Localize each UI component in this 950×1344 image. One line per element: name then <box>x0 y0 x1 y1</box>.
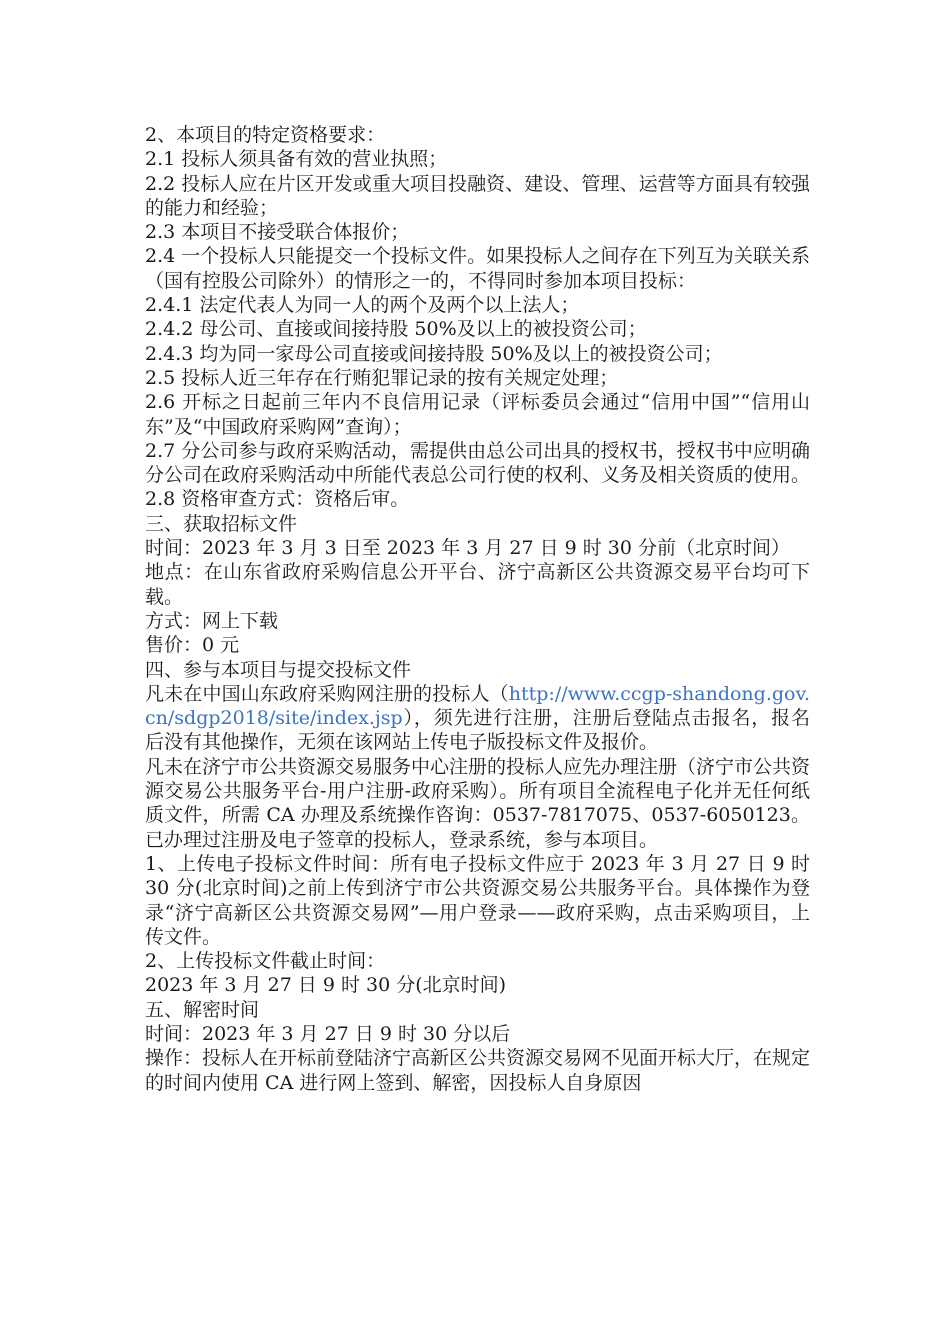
paragraph-2-4: 2.4 一个投标人只能提交一个投标文件。如果投标人之间存在下列互为关联关系 （国有控股公司除外）的情形之一的，不得同时参加本项目投标： <box>145 245 810 292</box>
paragraph-obtain-method: 方式：网上下载 <box>145 609 279 632</box>
paragraph-obtain-location: 地点：在山东省政府采购信息公开平台、济宁高新区公共资源交易平台均可下载。 <box>145 561 810 608</box>
paragraph-register-jining: 凡未在济宁市公共资源交易服务中心注册的投标人应先办理注册（济宁市公共资源交易公共服务平台-用户注册-政府采购）。所有项目全流程电子化并无任何纸质文件，所需 CA 办理及系统操作咨询：0537-7817075、0537-6050123。已办理过注册及电子签章的投标人，登录系统，参与本项目。 <box>145 755 811 851</box>
paragraph-decrypt-operation: 操作：投标人在开标前登陆济宁高新区公共资源交易网不见面开标大厅，在规定的时间内使用 CA 进行网上签到、解密，因投标人自身原因 <box>145 1047 811 1094</box>
paragraph-upload-deadline-label: 2、上传投标文件截止时间： <box>145 950 386 973</box>
paragraph-upload-time: 1、上传电子投标文件时间：所有电子投标文件应于 2023 年 3 月 27 日 9 时 30 分(北京时间)之前上传到济宁市公共资源交易公共服务平台。具体操作为登录“济宁高新区公共资源交易网”—用户登录——政府采购，点击采购项目，上传文件。 <box>145 852 810 948</box>
paragraph-obtain-price: 售价：0 元 <box>145 634 240 657</box>
paragraph-qualification-heading: 2、本项目的特定资格要求： <box>145 124 386 146</box>
paragraph-2-6: 2.6 开标之日起前三年内不良信用记录（评标委员会通过“信用中国”“信用山东”及“中国政府采购网”查询）； <box>145 391 810 438</box>
section-heading-3: 三、获取招标文件 <box>145 512 298 535</box>
paragraph-2-4-2: 2.4.2 母公司、直接或间接持股 50%及以上的被投资公司； <box>145 318 647 341</box>
paragraph-register-shandong <box>145 682 810 755</box>
paragraph-upload-deadline: 2023 年 3 月 27 日 9 时 30 分(北京时间) <box>145 974 507 997</box>
paragraph-2-8: 2.8 资格审查方式：资格后审。 <box>145 488 410 511</box>
paragraph-2-2: 2.2 投标人应在片区开发或重大项目投融资、建设、管理、运营等方面具有较强的能力和经验； <box>145 172 810 219</box>
paragraph-decrypt-time: 时间：2023 年 3 月 27 日 9 时 30 分以后 <box>145 1022 511 1045</box>
section-heading-4: 四、参与本项目与提交投标文件 <box>145 658 412 681</box>
document-body <box>145 123 810 1095</box>
register-text-after: ），须先进行注册，注册后登陆点击报名，报名后没有其他操作，无须在该网站上传电子版投标文件及报价。 <box>145 707 810 754</box>
paragraph-2-1: 2.1 投标人须具备有效的营业执照； <box>145 148 448 171</box>
paragraph-2-4-1: 2.4.1 法定代表人为同一人的两个及两个以上法人； <box>145 294 580 317</box>
paragraph-2-3: 2.3 本项目不接受联合体报价； <box>145 221 410 244</box>
paragraph-obtain-time: 时间：2023 年 3 月 3 日至 2023 年 3 月 27 日 9 时 30 分前（北京时间） <box>145 537 791 560</box>
ccgp-shandong-link[interactable]: http://www.ccgp-shandong.gov.cn/sdgp2018/site/index.jsp <box>145 682 810 730</box>
paragraph-2-4-3: 2.4.3 均为同一家母公司直接或间接持股 50%及以上的被投资公司； <box>145 342 723 365</box>
section-heading-5: 五、解密时间 <box>145 998 260 1021</box>
register-text-before: 凡未在中国山东政府采购网注册的投标人（ <box>145 682 509 705</box>
paragraph-2-7: 2.7 分公司参与政府采购活动，需提供由总公司出具的授权书，授权书中应明确分公司在政府采购活动中所能代表总公司行使的权利、义务及相关资质的使用。 <box>145 439 811 487</box>
paragraph-2-5: 2.5 投标人近三年存在行贿犯罪记录的按有关规定处理； <box>145 366 619 389</box>
